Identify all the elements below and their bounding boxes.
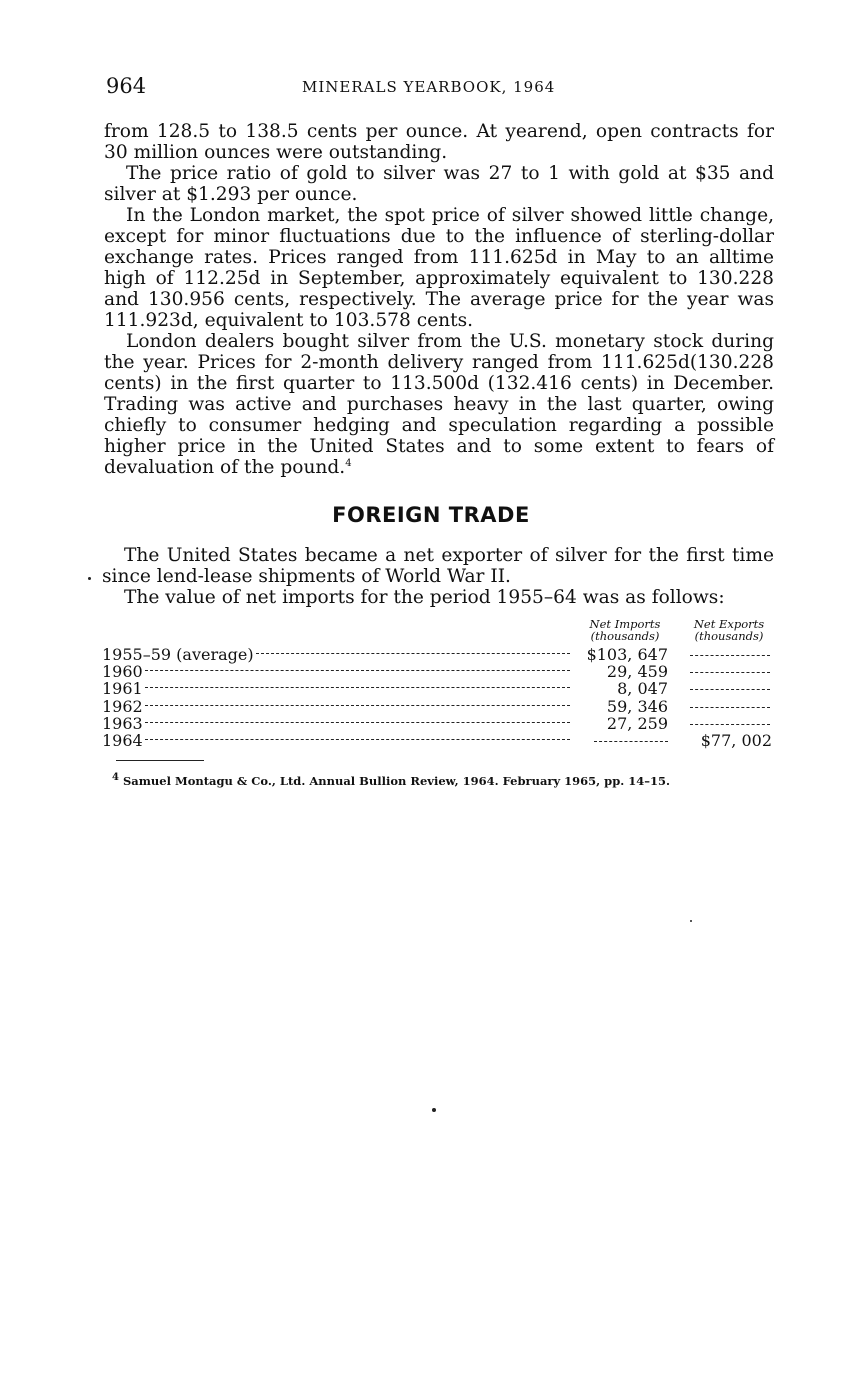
table-row: [102, 663, 774, 680]
row-label: 1962: [102, 696, 143, 716]
empty-cell-dash: [690, 672, 770, 673]
net-imports-value: $103, 647: [586, 645, 668, 664]
dot-leader: [145, 687, 570, 688]
dot-leader: [145, 739, 570, 740]
paragraph: The value of net imports for the period 1955–64 was as follows:: [124, 587, 725, 608]
page-number: 964: [106, 74, 147, 98]
dot-leader: [145, 722, 570, 723]
scan-speck: [690, 920, 692, 922]
column-header-line: (thousands): [590, 629, 660, 643]
empty-cell-dash: [690, 689, 770, 690]
trade-text: [102, 545, 774, 608]
footnote-rule: [116, 760, 204, 761]
net-imports-value: 27, 259: [606, 713, 668, 733]
running-title: MINERALS YEARBOOK, 1964: [302, 78, 556, 96]
row-label: 1964: [102, 731, 143, 750]
paragraph: In the London market, the spot price of silver showed little change, except for minor fluctuations due to the influence of sterling-dollar exchange rates. Prices ranged from 111.625d in May to an alltime high of 112.25d in September, approximately equivalent to 130.228 and 130.956 cents, respectively. The average price for the year was 111.923d, equivalent to 103.578 cents.: [104, 205, 774, 331]
scan-speck: [88, 577, 91, 580]
table-row: [102, 715, 774, 732]
column-header-line: Net Imports: [589, 617, 661, 631]
table-row: [102, 732, 774, 749]
section-heading: FOREIGN TRADE: [332, 503, 530, 527]
footnote-text: Samuel Montagu & Co., Ltd. Annual Bullion Review, 1964. February 1965, pp. 14–15.: [122, 774, 671, 788]
footnote-number: 4: [112, 772, 119, 784]
net-imports-value: 59, 346: [606, 696, 668, 716]
paragraph: from 128.5 to 138.5 cents per ounce. At yearend, open contracts for 30 million ounces were outstanding.: [104, 121, 774, 163]
table-row: [102, 646, 774, 663]
empty-cell-dash: [594, 741, 668, 742]
column-header-line: Net Exports: [693, 617, 765, 631]
page-header: [106, 74, 774, 100]
column-header-line: (thousands): [694, 629, 764, 643]
empty-cell-dash: [690, 724, 770, 725]
column-header-net-exports: [684, 618, 774, 642]
paragraph: The United States became a net exporter of silver for the first time since lend-lease shipments of World War II.: [102, 545, 774, 587]
paragraph-text: London dealers bought silver from the U.S. monetary stock during the year. Prices for 2-month delivery ranged from 111.625d(130.228 cents) in the first quarter to 113.500d (132.416 cents) in December. Trading was active and purchases heavy in the last quarter, owing chiefly to consumer hedging and speculation regarding a possible higher price in the United States and to some extent to fears of devaluation of the pound.: [104, 331, 774, 478]
paragraph: The price ratio of gold to silver was 27 to 1 with gold at $35 and silver at $1.293 per ounce.: [104, 163, 774, 205]
table-row: [102, 680, 774, 697]
empty-cell-dash: [690, 707, 770, 708]
body-text: [104, 121, 774, 478]
net-imports-value: 8, 047: [617, 679, 668, 699]
empty-cell-dash: [690, 655, 770, 656]
net-imports-value: 29, 459: [606, 662, 668, 682]
dot-leader: [145, 670, 570, 671]
footnote-reference: 4: [345, 457, 352, 469]
dot-leader: [145, 705, 570, 706]
scan-speck: [432, 1108, 436, 1112]
row-label: 1961: [102, 679, 143, 699]
table-row: [102, 698, 774, 715]
net-exports-value: $77, 002: [700, 731, 772, 750]
paragraph: [104, 331, 774, 478]
row-label: 1955–59 (average): [102, 645, 254, 664]
dot-leader: [256, 653, 570, 654]
column-header-net-imports: [580, 618, 670, 642]
footnote: [112, 774, 670, 788]
row-label: 1963: [102, 713, 143, 733]
row-label: 1960: [102, 662, 143, 682]
